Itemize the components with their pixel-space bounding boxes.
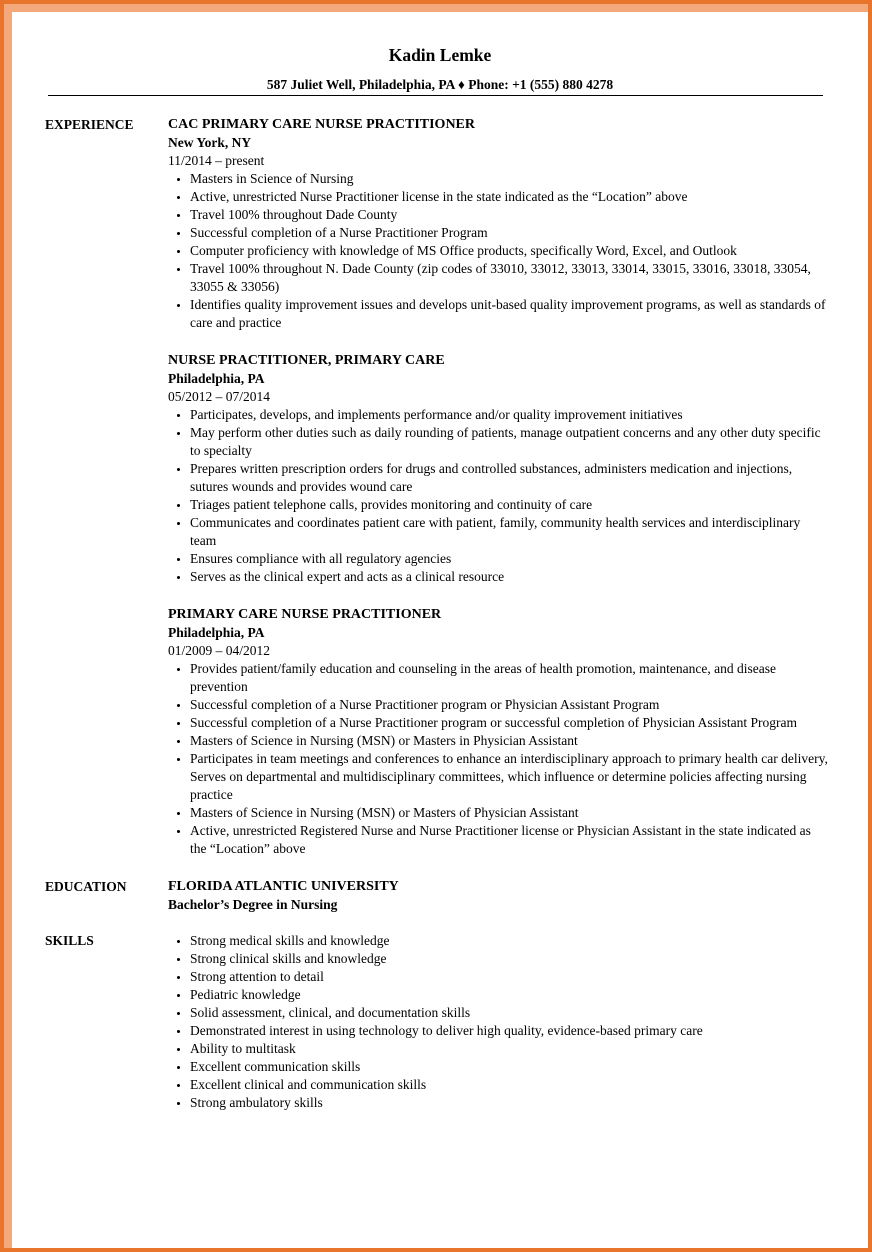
job-title: PRIMARY CARE NURSE PRACTITIONER	[168, 607, 442, 622]
job-bullets	[168, 660, 828, 858]
bullet-item: • Successful completion of a Nurse Practitioner program or successful completion of Physician Assistant Program	[190, 714, 828, 732]
page-border	[4, 4, 868, 1248]
job-dates: 11/2014 – present	[168, 153, 265, 168]
experience-section	[12, 116, 868, 858]
skill-item: • Excellent clinical and communication skills	[190, 1076, 828, 1094]
skill-item: • Pediatric knowledge	[190, 986, 828, 1004]
bullet-item: • Successful completion of a Nurse Practitioner program or Physician Assistant Program	[190, 696, 828, 714]
bullet-item: • Masters of Science in Nursing (MSN) or Masters of Physician Assistant	[190, 804, 828, 822]
section-label-education: EDUCATION	[45, 879, 127, 894]
bullet-item: • Masters in Science of Nursing	[190, 170, 828, 188]
job-location: Philadelphia, PA	[168, 625, 265, 640]
bullet-item: • Active, unrestricted Nurse Practitioner license in the state indicated as the “Location” above	[190, 188, 828, 206]
bullet-item: • Masters of Science in Nursing (MSN) or Masters in Physician Assistant	[190, 732, 828, 750]
bullet-item: • Active, unrestricted Registered Nurse and Nurse Practitioner license or Physician Assistant in the state indicated as the “Location” above	[190, 822, 828, 858]
skill-item: • Ability to multitask	[190, 1040, 828, 1058]
skill-item: • Solid assessment, clinical, and documentation skills	[190, 1004, 828, 1022]
bullet-item: • Participates in team meetings and conferences to enhance an interdisciplinary approach to primary health car delivery, Serves on departmental and multidisciplinary committees, which influence or determine policies affecting nursing practice	[190, 750, 828, 804]
skill-item: • Strong ambulatory skills	[190, 1094, 828, 1112]
job-entry	[168, 606, 828, 858]
bullet-item: • Identifies quality improvement issues and develops unit-based quality improvement programs, as well as standards of care and practice	[190, 296, 828, 332]
job-entry	[168, 116, 828, 332]
section-label-experience: EXPERIENCE	[45, 117, 134, 132]
candidate-name: Kadin Lemke	[388, 45, 492, 65]
bullet-item: • Serves as the clinical expert and acts as a clinical resource	[190, 568, 828, 586]
bullet-item: • Provides patient/family education and counseling in the areas of health promotion, maintenance, and disease prevention	[190, 660, 828, 696]
bullet-item: • Computer proficiency with knowledge of MS Office products, specifically Word, Excel, and Outlook	[190, 242, 828, 260]
job-entry	[168, 352, 828, 586]
bullet-item: • Triages patient telephone calls, provides monitoring and continuity of care	[190, 496, 828, 514]
skill-item: • Strong attention to detail	[190, 968, 828, 986]
experience-list	[168, 116, 828, 858]
bullet-item: • Prepares written prescription orders for drugs and controlled substances, administers medication and injections, sutures wounds and provides wound care	[190, 460, 828, 496]
header-divider	[48, 95, 823, 96]
bullet-item: • May perform other duties such as daily rounding of patients, manage outpatient concerns and any other duty specific to specialty	[190, 424, 828, 460]
bullet-item: • Participates, develops, and implements performance and/or quality improvement initiatives	[190, 406, 828, 424]
job-title: NURSE PRACTITIONER, PRIMARY CARE	[168, 353, 445, 368]
bullet-item: • Ensures compliance with all regulatory agencies	[190, 550, 828, 568]
job-location: Philadelphia, PA	[168, 371, 265, 386]
job-bullets	[168, 406, 828, 586]
skills-list	[168, 932, 828, 1112]
bullet-item: • Successful completion of a Nurse Practitioner Program	[190, 224, 828, 242]
resume-page	[12, 12, 868, 1248]
skills-body	[168, 932, 828, 1112]
education-body	[168, 878, 828, 914]
bullet-item: • Travel 100% throughout N. Dade County (zip codes of 33010, 33012, 33013, 33014, 33015, 33016, 33018, 33054, 33055 & 33056)	[190, 260, 828, 296]
resume-content	[12, 116, 868, 1112]
skill-item: • Demonstrated interest in using technology to deliver high quality, evidence-based primary care	[190, 1022, 828, 1040]
skill-item: • Strong clinical skills and knowledge	[190, 950, 828, 968]
degree: Bachelor’s Degree in Nursing	[168, 897, 338, 912]
skill-item: • Strong medical skills and knowledge	[190, 932, 828, 950]
contact-line: 587 Juliet Well, Philadelphia, PA ♦ Phone: +1 (555) 880 4278	[266, 77, 614, 92]
job-location: New York, NY	[168, 135, 252, 150]
job-dates: 05/2012 – 07/2014	[168, 389, 271, 404]
skills-section	[12, 932, 868, 1112]
school-name: FLORIDA ATLANTIC UNIVERSITY	[168, 879, 399, 894]
section-label-skills: SKILLS	[45, 933, 94, 948]
job-title: CAC PRIMARY CARE NURSE PRACTITIONER	[168, 117, 476, 132]
education-section	[12, 878, 868, 914]
skill-item: • Excellent communication skills	[190, 1058, 828, 1076]
bullet-item: • Communicates and coordinates patient care with patient, family, community health services and interdisciplinary team	[190, 514, 828, 550]
bullet-item: • Travel 100% throughout Dade County	[190, 206, 828, 224]
job-dates: 01/2009 – 04/2012	[168, 643, 271, 658]
job-bullets	[168, 170, 828, 332]
